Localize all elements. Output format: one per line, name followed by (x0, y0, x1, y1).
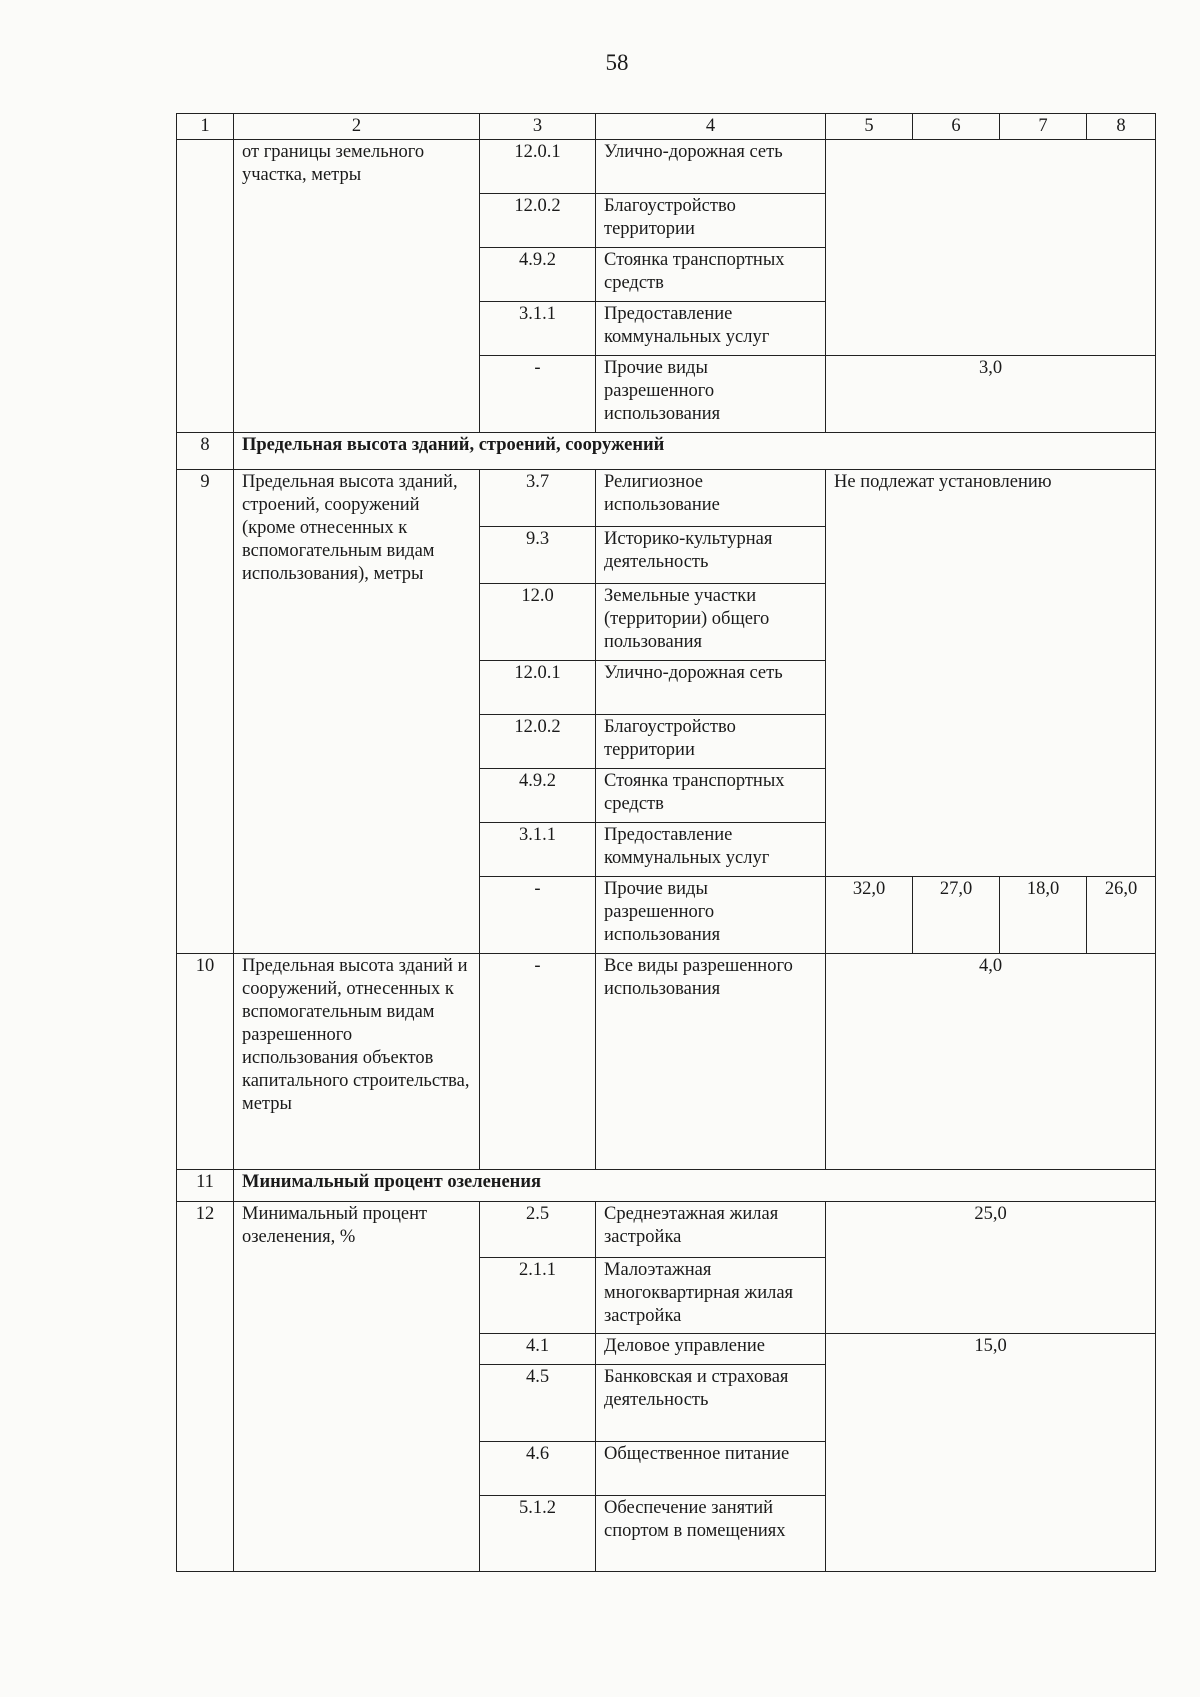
table-row (177, 470, 1156, 527)
use-type-cell: Улично-дорожная сеть (596, 661, 826, 715)
table-row (177, 954, 1156, 1170)
row-number-cell: 10 (177, 954, 234, 1170)
use-type-cell: Историко-культурная деятельность (596, 527, 826, 584)
col-header-6: 6 (913, 114, 1000, 140)
use-type-cell: Все виды разрешенного использования (596, 954, 826, 1170)
row-number-cell (177, 140, 234, 433)
table-row (177, 140, 1156, 194)
table-row (177, 1202, 1156, 1258)
value-cell-col6: 27,0 (913, 877, 1000, 954)
col-header-2: 2 (234, 114, 480, 140)
code-cell: 12.0.2 (480, 715, 596, 769)
use-type-cell: Земельные участки (территории) общего пользования (596, 584, 826, 661)
col-header-7: 7 (1000, 114, 1087, 140)
code-cell: 4.9.2 (480, 769, 596, 823)
section-row (177, 433, 1156, 470)
use-type-cell: Обеспечение занятий спортом в помещениях (596, 1496, 826, 1572)
code-cell: 3.7 (480, 470, 596, 527)
use-type-cell: Предоставление коммунальных услуг (596, 823, 826, 877)
col-header-8: 8 (1087, 114, 1156, 140)
use-type-cell: Улично-дорожная сеть (596, 140, 826, 194)
code-cell: 12.0.1 (480, 140, 596, 194)
use-type-cell: Общественное питание (596, 1442, 826, 1496)
header-row (177, 114, 1156, 140)
code-cell: 9.3 (480, 527, 596, 584)
code-cell: 2.5 (480, 1202, 596, 1258)
col-header-1: 1 (177, 114, 234, 140)
code-cell: 4.5 (480, 1365, 596, 1442)
code-cell: 4.1 (480, 1334, 596, 1365)
code-cell: 4.6 (480, 1442, 596, 1496)
parameter-cell: от границы земельного участка, метры (234, 140, 480, 433)
use-type-cell: Малоэтажная многоквартирная жилая застройка (596, 1258, 826, 1334)
row-number-cell: 11 (177, 1170, 234, 1202)
code-cell: 12.0.2 (480, 194, 596, 248)
code-cell: - (480, 356, 596, 433)
value-cell-col5: 32,0 (826, 877, 913, 954)
parameter-cell: Предельная высота зданий, строений, сооружений (кроме отнесенных к вспомогательным видам использования), метры (234, 470, 480, 954)
value-cell-col7: 18,0 (1000, 877, 1087, 954)
row-number-cell: 12 (177, 1202, 234, 1572)
row-number-cell: 8 (177, 433, 234, 470)
use-type-cell: Предоставление коммунальных услуг (596, 302, 826, 356)
code-cell: - (480, 954, 596, 1170)
code-cell: - (480, 877, 596, 954)
use-type-cell: Благоустройство территории (596, 715, 826, 769)
code-cell: 2.1.1 (480, 1258, 596, 1334)
value-cell-empty (826, 140, 1156, 356)
use-type-cell: Деловое управление (596, 1334, 826, 1365)
use-type-cell: Религиозное использование (596, 470, 826, 527)
use-type-cell: Стоянка транспортных средств (596, 248, 826, 302)
value-cell: 3,0 (826, 356, 1156, 433)
section-row (177, 1170, 1156, 1202)
section-title: Минимальный процент озеленения (234, 1170, 1156, 1202)
use-type-cell: Банковская и страховая деятельность (596, 1365, 826, 1442)
code-cell: 4.9.2 (480, 248, 596, 302)
page-number: 58 (605, 50, 629, 75)
parameter-cell: Предельная высота зданий и сооружений, отнесенных к вспомогательным видам разрешенного использования объектов капитального строительства, метры (234, 954, 480, 1170)
section-title: Предельная высота зданий, строений, сооружений (234, 433, 1156, 470)
code-cell: 5.1.2 (480, 1496, 596, 1572)
value-cell: Не подлежат установлению (826, 470, 1156, 877)
code-cell: 12.0 (480, 584, 596, 661)
col-header-4: 4 (596, 114, 826, 140)
value-cell: 25,0 (826, 1202, 1156, 1334)
use-type-cell: Благоустройство территории (596, 194, 826, 248)
value-cell: 15,0 (826, 1334, 1156, 1572)
value-cell: 4,0 (826, 954, 1156, 1170)
value-cell-col8: 26,0 (1087, 877, 1156, 954)
use-type-cell: Прочие виды разрешенного использования (596, 877, 826, 954)
parameter-cell: Минимальный процент озеленения, % (234, 1202, 480, 1572)
use-type-cell: Стоянка транспортных средств (596, 769, 826, 823)
code-cell: 3.1.1 (480, 823, 596, 877)
use-type-cell: Среднеэтажная жилая застройка (596, 1202, 826, 1258)
row-number-cell: 9 (177, 470, 234, 954)
col-header-3: 3 (480, 114, 596, 140)
col-header-5: 5 (826, 114, 913, 140)
use-type-cell: Прочие виды разрешенного использования (596, 356, 826, 433)
regulations-table (176, 113, 1156, 1572)
code-cell: 3.1.1 (480, 302, 596, 356)
code-cell: 12.0.1 (480, 661, 596, 715)
